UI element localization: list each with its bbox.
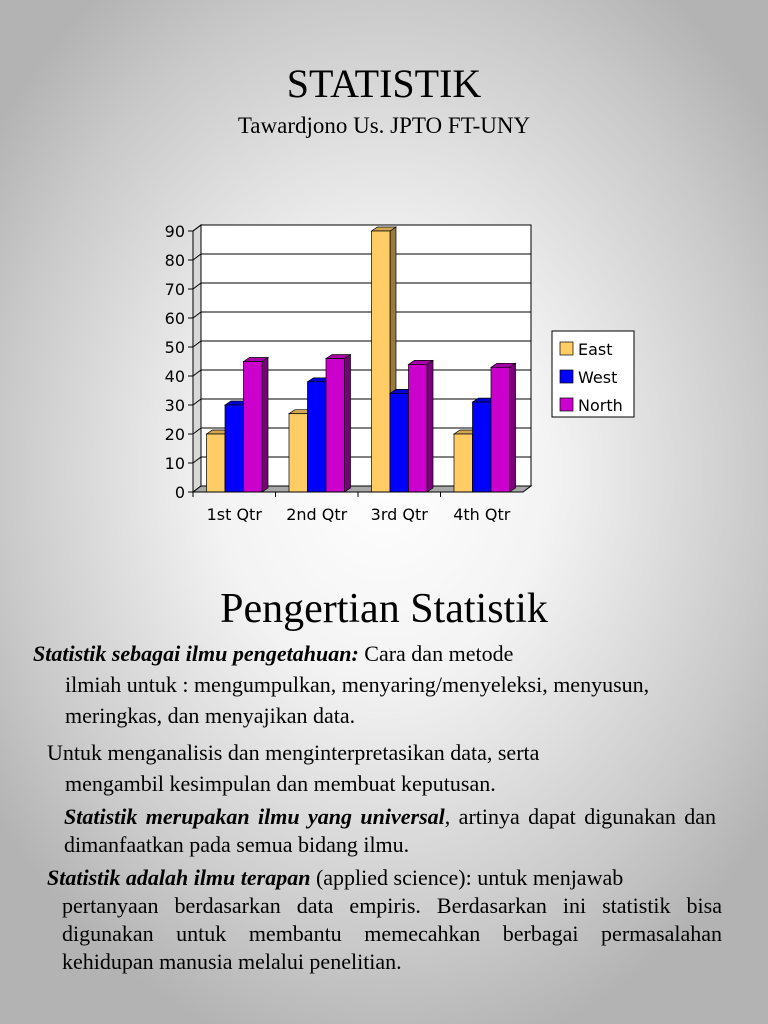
y-tick-label: 60 [164,309,185,328]
bar [308,382,327,492]
legend-swatch [560,370,573,383]
analysis-continuation: mengambil kesimpulan dan membuat keputusan. [65,771,496,796]
legend-label: East [578,340,613,359]
y-tick-label: 30 [164,396,185,415]
page-title: STATISTIK [286,61,482,106]
author-subtitle: Tawardjono Us. JPTO FT-UNY [237,113,531,138]
y-tick-label: 20 [164,425,185,444]
legend-label: North [578,396,623,415]
applied-term: Statistik adalah ilmu terapan [47,865,311,890]
y-tick-label: 50 [164,338,185,357]
bar [289,414,308,492]
bar-side [427,360,433,492]
y-tick-label: 0 [174,483,185,502]
x-tick-label: 1st Qtr [206,505,262,524]
y-tick-label: 90 [164,222,185,241]
bar [454,434,473,492]
bar-side [262,358,268,493]
bar [409,364,428,492]
definition-text: Cara dan metode [358,641,514,666]
applied-paragraph [47,864,722,976]
applied-text: (applied science): untuk menjawab [310,865,624,890]
universal-text: , artinya dapat digunakan dan dimanfaatkan pada semua bidang ilmu. [64,804,716,857]
definition-continuation: ilmiah untuk : mengumpulkan, menyaring/menyeleksi, menyusun, meringkas, dan menyajikan data. [65,672,650,728]
section-heading: Pengertian Statistik [220,586,548,632]
bar [244,362,263,493]
analysis-paragraph [47,737,687,799]
bar [207,434,226,492]
x-tick-label: 4th Qtr [453,505,511,524]
x-tick-label: 3rd Qtr [370,505,428,524]
bar [390,393,409,492]
universal-paragraph [64,803,716,859]
bar [326,359,345,492]
bar [372,231,391,492]
bar-side [510,363,516,492]
bar [491,367,510,492]
bar-side [345,355,351,492]
y-tick-label: 70 [164,280,185,299]
y-tick-label: 40 [164,367,185,386]
plot-side-wall [193,225,201,492]
y-tick-label: 80 [164,251,185,270]
y-tick-label: 10 [164,454,185,473]
analysis-text: Untuk menganalisis dan menginterpretasikan data, serta [47,740,540,765]
legend-label: West [578,368,618,387]
definition-term: Statistik sebagai ilmu pengetahuan: [33,641,359,666]
legend-swatch [560,342,573,355]
x-tick-label: 2nd Qtr [286,505,348,524]
bar [473,402,492,492]
universal-term: Statistik merupakan ilmu yang universal [64,804,445,829]
legend-swatch [560,398,573,411]
bar [225,405,244,492]
applied-continuation: pertanyaan berdasarkan data empiris. Berdasarkan ini statistik bisa digunakan untuk membantu memecahkan berbagai permasalahan kehidupan manusia melalui penelitian. [62,893,722,974]
definition-paragraph [33,638,653,731]
